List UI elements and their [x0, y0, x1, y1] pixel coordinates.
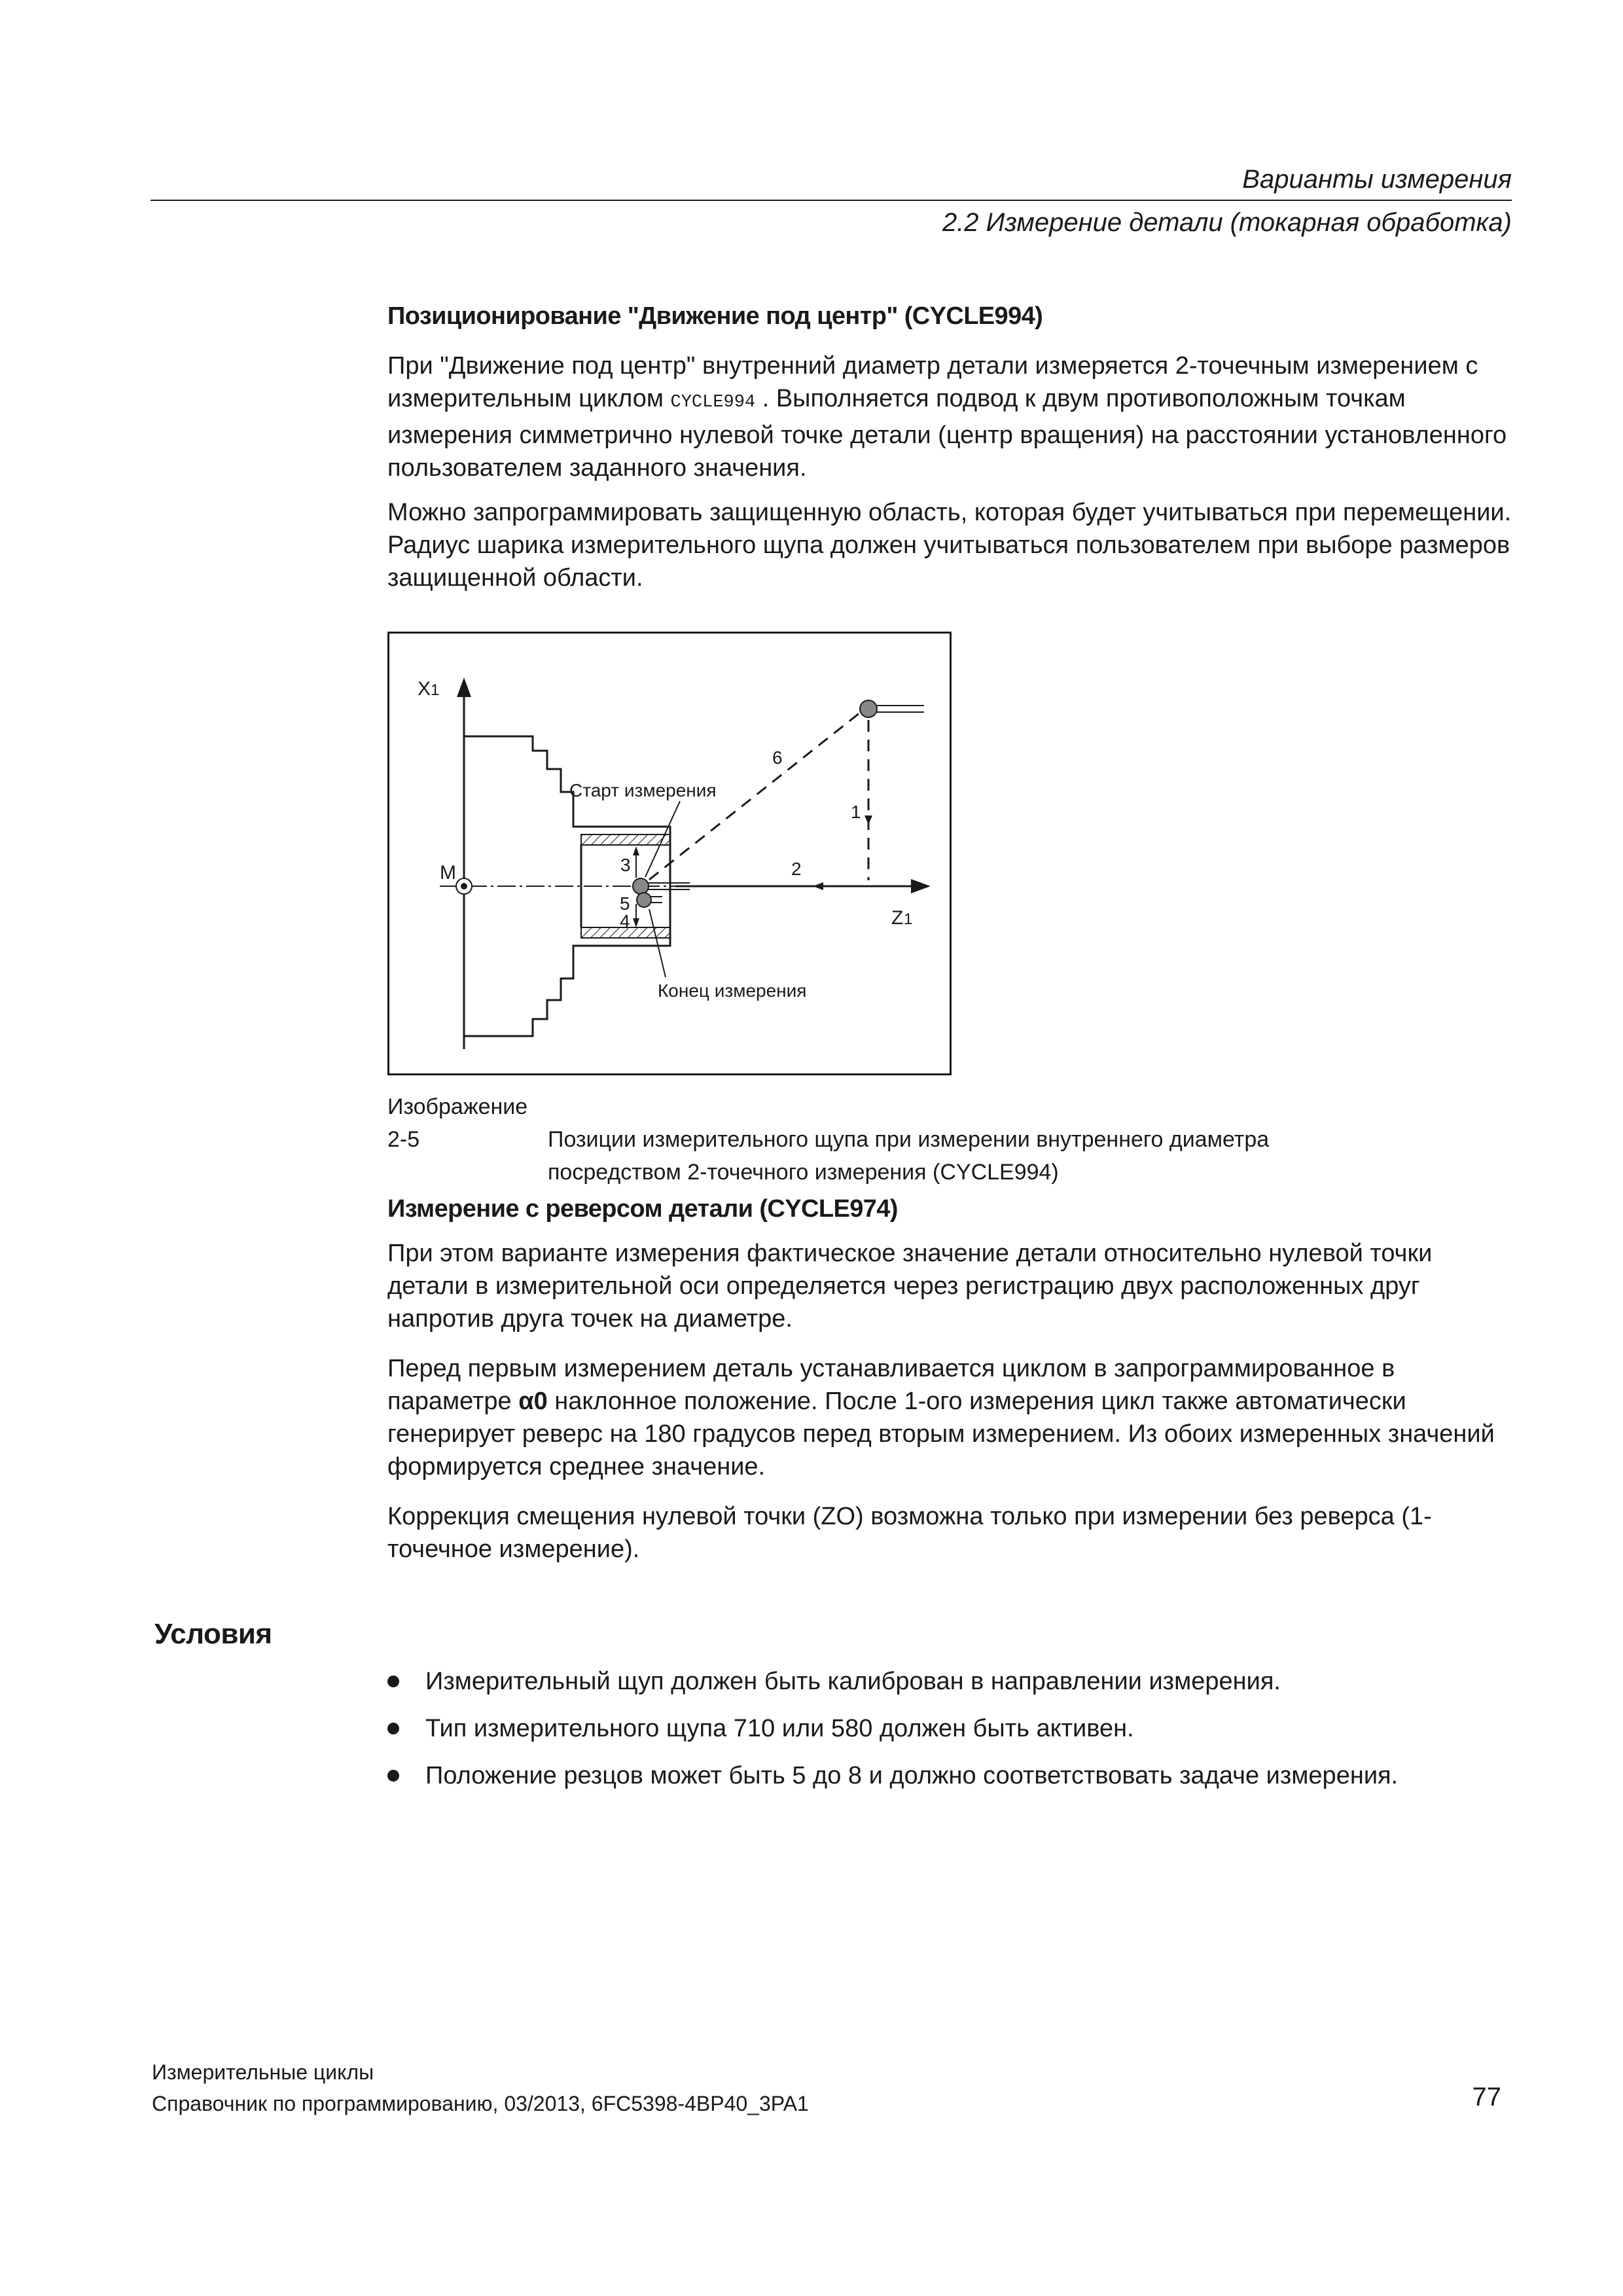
section1-paragraph1-text-a: При "Движение под центр" внутренний диаметр детали измеряется 2-точечным измерением с измерительным циклом [387, 352, 1478, 412]
section2-paragraph3: Коррекция смещения нулевой точки (ZO) возможна только при измерении без реверса (1-точечное измерение). [387, 1503, 1432, 1563]
parameter-alpha0: α0 [518, 1388, 548, 1415]
label-end: Конец измерения [658, 980, 807, 1001]
origin-m-label: M [440, 862, 456, 884]
label-start: Старт измерения [569, 780, 717, 800]
x-axis-label: X [418, 678, 431, 700]
caption-text1: Позиции измерительного щупа при измерении внутреннего диаметра [548, 1127, 1270, 1152]
section1-paragraph2: Можно запрограммировать защищенную область, которая будет учитываться при перемещении. Радиус шарика измерительного щупа должен учитываться пользователем при выборе размеров защищенной области. [387, 499, 1512, 592]
section2-paragraph2-text-a: Перед первым измерением деталь устанавливается циклом в запрограммированное в параметре [387, 1355, 1395, 1415]
x-axis-index: 1 [431, 681, 440, 699]
section2-paragraph2 [387, 1352, 1518, 1483]
z-axis-index: 1 [904, 910, 913, 928]
step-6-label: 6 [772, 747, 783, 768]
section2-title: Измерение с реверсом детали (CYCLE974) [387, 1195, 898, 1223]
list-item [387, 1759, 1398, 1792]
diagram [387, 632, 952, 1075]
header-section: 2.2 Измерение детали (токарная обработка) [942, 208, 1512, 237]
probe-ball-start [860, 700, 877, 717]
page-number: 77 [1472, 2083, 1501, 2111]
section2-paragraph1: При этом варианте измерения фактическое значение детали относительно нулевой точки детали в измерительной оси определяется через регистрацию двух расположенных друг напротив друга точек на диаметре. [387, 1240, 1433, 1333]
x-axis-arrow [457, 677, 471, 697]
bullet-icon [387, 1676, 399, 1687]
step-5-label: 5 [620, 893, 630, 914]
caption-line1 [387, 1090, 1518, 1156]
workpiece-wall-top [581, 834, 670, 845]
step-3-label: 3 [620, 855, 631, 875]
figure-probe-positions [387, 632, 952, 1075]
conditions-list [387, 1665, 1398, 1806]
caption-line2: посредством 2-точечного измерения (CYCLE994) [548, 1160, 1059, 1185]
header-rule [151, 200, 1512, 201]
footer-title: Измерительные циклы [152, 2060, 374, 2084]
step-4-label: 4 [620, 911, 630, 931]
probe-ball-end [637, 893, 651, 907]
list-item-text: Тип измерительного щупа 710 или 580 должен быть активен. [425, 1715, 1134, 1742]
probe-ball-center [633, 878, 649, 894]
step-1-label: 1 [851, 802, 861, 822]
header-chapter: Варианты измерения [1242, 165, 1512, 194]
origin-m-dot [461, 883, 467, 889]
figure-caption [387, 1090, 1518, 1189]
caption-number: Изображение 2-5 [387, 1094, 528, 1152]
list-item [387, 1665, 1398, 1698]
list-item-text: Положение резцов может быть 5 до 8 и должно соответствовать задаче измерения. [425, 1762, 1399, 1789]
cycle-code: CYCLE994 [670, 393, 756, 412]
section1-paragraph1-text-b: . Выполняется подвод к двум противоположным точкам измерения симметрично нулевой точке детали (центр вращения) на расстоянии установленного пользователем заданного значения. [387, 385, 1507, 482]
footer-reference: Справочник по программированию, 03/2013, 6FC5398-4BP40_3PA1 [152, 2092, 809, 2115]
z-axis-label: Z [891, 907, 904, 929]
leader-end [649, 909, 666, 977]
bullet-icon [387, 1770, 399, 1782]
step-2-label: 2 [791, 859, 802, 879]
list-item-text: Измерительный щуп должен быть калиброван в направлении измерения. [425, 1668, 1281, 1695]
z-axis-arrow [911, 879, 931, 893]
conditions-title: Условия [154, 1618, 272, 1650]
section1-paragraph1 [387, 350, 1518, 484]
bullet-icon [387, 1723, 399, 1734]
section1-title: Позиционирование "Движение под центр" (CYCLE994) [387, 302, 1043, 330]
list-item [387, 1712, 1398, 1745]
section2-paragraph2-text-b: наклонное положение. После 1-ого измерения цикл также автоматически генерирует реверс на 180 градусов перед вторым измерением. Из обоих измеренных значений формируется среднее значение. [387, 1388, 1495, 1480]
